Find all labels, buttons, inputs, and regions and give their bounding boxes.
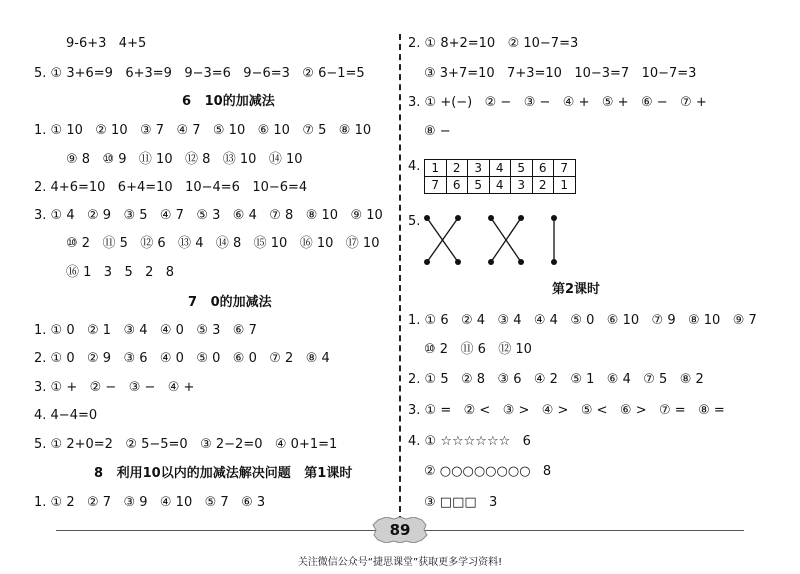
match-dot — [455, 215, 461, 221]
section-heading: 第2课时 — [552, 282, 601, 297]
table-cell: 7 — [554, 160, 576, 177]
answer-line: 3. ① + ② − ③ − ④ + — [34, 380, 195, 395]
answer-line: ② ○○○○○○○○ 8 — [424, 464, 552, 479]
table-cell: 1 — [425, 160, 447, 177]
answer-line: 3. ① = ② < ③ > ④ > ⑤ < ⑥ > ⑦ = ⑧ = — [408, 403, 725, 418]
page-number-badge — [372, 517, 428, 543]
answer-line: 1. ① 10 ② 10 ③ 7 ④ 7 ⑤ 10 ⑥ 10 ⑦ 5 ⑧ 10 — [34, 123, 372, 138]
answer-line: 1. ① 0 ② 1 ③ 4 ④ 0 ⑤ 3 ⑥ 7 — [34, 323, 257, 338]
answer-line: 2. ① 0 ② 9 ③ 6 ④ 0 ⑤ 0 ⑥ 0 ⑦ 2 ⑧ 4 — [34, 351, 330, 366]
answer-line: ③ 3+7=10 7+3=10 10−3=7 10−7=3 — [424, 66, 697, 81]
match-dot — [424, 259, 430, 265]
answer-line: ⑯ 1 3 5 2 8 — [66, 265, 175, 280]
answer-line: 2. ① 5 ② 8 ③ 6 ④ 2 ⑤ 1 ⑥ 4 ⑦ 5 ⑧ 2 — [408, 372, 704, 387]
answer-line: ⑨ 8 ⑩ 9 ⑪ 10 ⑫ 8 ⑬ 10 ⑭ 10 — [66, 152, 303, 167]
table-cell: 4 — [489, 160, 511, 177]
footer-text: 关注微信公众号“捷思课堂”获取更多学习资料! — [297, 557, 503, 568]
table-cell: 6 — [446, 177, 468, 194]
match-dot — [488, 215, 494, 221]
answer-line: 5. — [408, 214, 421, 229]
table-cell: 2 — [446, 160, 468, 177]
answer-line: 3. ① +(−) ② − ③ − ④ + ⑤ + ⑥ − ⑦ + — [408, 95, 707, 110]
answer-line: 4. ① ☆☆☆☆☆☆ 6 — [408, 434, 531, 449]
table-cell: 3 — [468, 160, 490, 177]
answer-line: ⑧ − — [424, 124, 451, 139]
answer-line: ⑩ 2 ⑪ 6 ⑫ 10 — [424, 342, 532, 357]
table-cell: 7 — [425, 177, 447, 194]
section-heading: 6 10的加减法 — [182, 94, 275, 109]
match-dot — [488, 259, 494, 265]
table-cell: 1 — [554, 177, 576, 194]
table-cell: 2 — [532, 177, 554, 194]
answer-line: 5. ① 2+0=2 ② 5−5=0 ③ 2−2=0 ④ 0+1=1 — [34, 437, 338, 452]
answer-line: 4. — [408, 159, 421, 174]
answer-line: 9-6+3 4+5 — [66, 36, 147, 51]
answer-line: ③ □□□ 3 — [424, 495, 498, 510]
answer-line: 2. 4+6=10 6+4=10 10−4=6 10−6=4 — [34, 180, 308, 195]
answer-line: 1. ① 6 ② 4 ③ 4 ④ 4 ⑤ 0 ⑥ 10 ⑦ 9 ⑧ 10 ⑨ 7 — [408, 313, 757, 328]
table-cell: 4 — [489, 177, 511, 194]
table-cell: 6 — [532, 160, 554, 177]
answer-line: ⑩ 2 ⑪ 5 ⑫ 6 ⑬ 4 ⑭ 8 ⑮ 10 ⑯ 10 ⑰ 10 — [66, 236, 380, 251]
page-number: 89 — [389, 521, 411, 539]
match-dot — [551, 259, 557, 265]
match-dot — [455, 259, 461, 265]
table-cell: 3 — [511, 177, 533, 194]
answer-line: 5. ① 3+6=9 6+3=9 9−3=6 9−6=3 ② 6−1=5 — [34, 66, 365, 81]
answer-line: 2. ① 8+2=10 ② 10−7=3 — [408, 36, 579, 51]
match-dot — [518, 215, 524, 221]
table-cell: 5 — [468, 177, 490, 194]
number-table — [424, 159, 576, 194]
match-dot — [518, 259, 524, 265]
matching-diagram — [418, 210, 568, 270]
section-heading: 7 0的加减法 — [188, 295, 272, 310]
section-heading: 8 利用10以内的加减法解决问题 第1课时 — [94, 466, 353, 481]
answer-line: 3. ① 4 ② 9 ③ 5 ④ 7 ⑤ 3 ⑥ 4 ⑦ 8 ⑧ 10 ⑨ 10 — [34, 208, 383, 223]
table-cell: 5 — [511, 160, 533, 177]
match-dot — [424, 215, 430, 221]
column-divider — [399, 34, 401, 522]
answer-line: 1. ① 2 ② 7 ③ 9 ④ 10 ⑤ 7 ⑥ 3 — [34, 495, 266, 510]
answer-line: 4. 4−4=0 — [34, 408, 98, 423]
match-dot — [551, 215, 557, 221]
